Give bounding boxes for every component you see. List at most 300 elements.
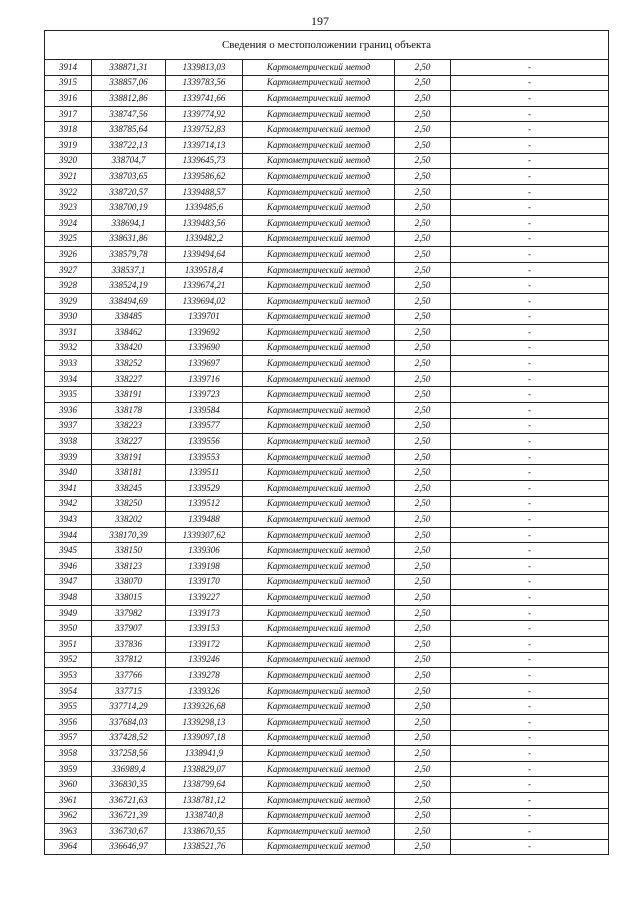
x-coordinate-cell: 337714,29: [92, 699, 166, 715]
y-coordinate-cell: 1339674,21: [166, 278, 243, 294]
description-cell: -: [451, 808, 609, 824]
table-row: [45, 683, 609, 699]
point-number-cell: 3954: [45, 683, 92, 699]
x-coordinate-cell: 338250: [92, 496, 166, 512]
method-cell: Картометрический метод: [243, 481, 395, 497]
table-row: [45, 839, 609, 855]
point-number-cell: 3939: [45, 449, 92, 465]
y-coordinate-cell: 1339692: [166, 325, 243, 341]
table-row: [45, 262, 609, 278]
y-coordinate-cell: 1339246: [166, 652, 243, 668]
point-number-cell: 3929: [45, 293, 92, 309]
description-cell: -: [451, 699, 609, 715]
method-cell: Картометрический метод: [243, 714, 395, 730]
table-row: [45, 824, 609, 840]
y-coordinate-cell: 1339198: [166, 559, 243, 575]
table-row: [45, 231, 609, 247]
table-row: [45, 449, 609, 465]
method-cell: Картометрический метод: [243, 106, 395, 122]
point-number-cell: 3933: [45, 356, 92, 372]
y-coordinate-cell: 1339326: [166, 683, 243, 699]
point-number-cell: 3919: [45, 137, 92, 153]
y-coordinate-cell: 1339278: [166, 668, 243, 684]
method-cell: Картометрический метод: [243, 449, 395, 465]
accuracy-cell: 2,50: [395, 262, 451, 278]
description-cell: -: [451, 574, 609, 590]
table-row: [45, 434, 609, 450]
accuracy-cell: 2,50: [395, 75, 451, 91]
method-cell: Картометрический метод: [243, 60, 395, 76]
method-cell: Картометрический метод: [243, 559, 395, 575]
point-number-cell: 3940: [45, 465, 92, 481]
accuracy-cell: 2,50: [395, 481, 451, 497]
point-number-cell: 3949: [45, 605, 92, 621]
point-number-cell: 3924: [45, 215, 92, 231]
description-cell: -: [451, 293, 609, 309]
description-cell: -: [451, 262, 609, 278]
y-coordinate-cell: 1339307,62: [166, 527, 243, 543]
y-coordinate-cell: 1338941,9: [166, 746, 243, 762]
table-row: [45, 636, 609, 652]
y-coordinate-cell: 1339813,03: [166, 60, 243, 76]
y-coordinate-cell: 1339488,57: [166, 184, 243, 200]
x-coordinate-cell: 337684,03: [92, 714, 166, 730]
y-coordinate-cell: 1339494,64: [166, 247, 243, 263]
x-coordinate-cell: 338747,56: [92, 106, 166, 122]
x-coordinate-cell: 336830,35: [92, 777, 166, 793]
point-number-cell: 3918: [45, 122, 92, 138]
y-coordinate-cell: 1339170: [166, 574, 243, 590]
accuracy-cell: 2,50: [395, 371, 451, 387]
y-coordinate-cell: 1338829,07: [166, 761, 243, 777]
x-coordinate-cell: 336721,39: [92, 808, 166, 824]
accuracy-cell: 2,50: [395, 824, 451, 840]
method-cell: Картометрический метод: [243, 605, 395, 621]
y-coordinate-cell: 1338521,76: [166, 839, 243, 855]
y-coordinate-cell: 1339701: [166, 309, 243, 325]
method-cell: Картометрический метод: [243, 777, 395, 793]
table-row: [45, 418, 609, 434]
method-cell: Картометрический метод: [243, 356, 395, 372]
y-coordinate-cell: 1339153: [166, 621, 243, 637]
accuracy-cell: 2,50: [395, 278, 451, 294]
description-cell: -: [451, 559, 609, 575]
method-cell: Картометрический метод: [243, 668, 395, 684]
description-cell: -: [451, 543, 609, 559]
y-coordinate-cell: 1339774,92: [166, 106, 243, 122]
method-cell: Картометрический метод: [243, 792, 395, 808]
y-coordinate-cell: 1339556: [166, 434, 243, 450]
method-cell: Картометрический метод: [243, 824, 395, 840]
accuracy-cell: 2,50: [395, 714, 451, 730]
method-cell: Картометрический метод: [243, 184, 395, 200]
y-coordinate-cell: 1339511: [166, 465, 243, 481]
point-number-cell: 3917: [45, 106, 92, 122]
accuracy-cell: 2,50: [395, 137, 451, 153]
method-cell: Картометрический метод: [243, 137, 395, 153]
point-number-cell: 3935: [45, 387, 92, 403]
description-cell: -: [451, 153, 609, 169]
description-cell: -: [451, 605, 609, 621]
table-row: [45, 792, 609, 808]
x-coordinate-cell: 338462: [92, 325, 166, 341]
description-cell: -: [451, 824, 609, 840]
method-cell: Картометрический метод: [243, 153, 395, 169]
x-coordinate-cell: 337715: [92, 683, 166, 699]
y-coordinate-cell: 1338781,12: [166, 792, 243, 808]
y-coordinate-cell: 1339577: [166, 418, 243, 434]
y-coordinate-cell: 1339529: [166, 481, 243, 497]
method-cell: Картометрический метод: [243, 309, 395, 325]
point-number-cell: 3950: [45, 621, 92, 637]
method-cell: Картометрический метод: [243, 169, 395, 185]
x-coordinate-cell: 338812,86: [92, 91, 166, 107]
accuracy-cell: 2,50: [395, 60, 451, 76]
accuracy-cell: 2,50: [395, 512, 451, 528]
method-cell: Картометрический метод: [243, 200, 395, 216]
method-cell: Картометрический метод: [243, 418, 395, 434]
x-coordinate-cell: 337812: [92, 652, 166, 668]
description-cell: -: [451, 683, 609, 699]
point-number-cell: 3951: [45, 636, 92, 652]
method-cell: Картометрический метод: [243, 683, 395, 699]
point-number-cell: 3948: [45, 590, 92, 606]
x-coordinate-cell: 338703,65: [92, 169, 166, 185]
accuracy-cell: 2,50: [395, 590, 451, 606]
accuracy-cell: 2,50: [395, 200, 451, 216]
table-row: [45, 543, 609, 559]
x-coordinate-cell: 338485: [92, 309, 166, 325]
point-number-cell: 3960: [45, 777, 92, 793]
x-coordinate-cell: 337982: [92, 605, 166, 621]
x-coordinate-cell: 338150: [92, 543, 166, 559]
table-row: [45, 200, 609, 216]
x-coordinate-cell: 338070: [92, 574, 166, 590]
boundary-coordinates-table: [44, 30, 609, 855]
x-coordinate-cell: 338181: [92, 465, 166, 481]
y-coordinate-cell: 1339584: [166, 403, 243, 419]
y-coordinate-cell: 1339173: [166, 605, 243, 621]
point-number-cell: 3943: [45, 512, 92, 528]
y-coordinate-cell: 1339306: [166, 543, 243, 559]
y-coordinate-cell: 1339716: [166, 371, 243, 387]
accuracy-cell: 2,50: [395, 746, 451, 762]
x-coordinate-cell: 336646,97: [92, 839, 166, 855]
description-cell: -: [451, 340, 609, 356]
description-cell: -: [451, 792, 609, 808]
accuracy-cell: 2,50: [395, 761, 451, 777]
table-row: [45, 60, 609, 76]
point-number-cell: 3958: [45, 746, 92, 762]
method-cell: Картометрический метод: [243, 215, 395, 231]
x-coordinate-cell: 337836: [92, 636, 166, 652]
x-coordinate-cell: 338720,57: [92, 184, 166, 200]
y-coordinate-cell: 1339694,02: [166, 293, 243, 309]
table-row: [45, 278, 609, 294]
point-number-cell: 3945: [45, 543, 92, 559]
y-coordinate-cell: 1338740,8: [166, 808, 243, 824]
y-coordinate-cell: 1339518,4: [166, 262, 243, 278]
description-cell: -: [451, 527, 609, 543]
point-number-cell: 3956: [45, 714, 92, 730]
accuracy-cell: 2,50: [395, 356, 451, 372]
method-cell: Картометрический метод: [243, 652, 395, 668]
description-cell: -: [451, 169, 609, 185]
table-row: [45, 75, 609, 91]
description-cell: -: [451, 652, 609, 668]
accuracy-cell: 2,50: [395, 465, 451, 481]
x-coordinate-cell: 338494,69: [92, 293, 166, 309]
y-coordinate-cell: 1339097,18: [166, 730, 243, 746]
description-cell: -: [451, 496, 609, 512]
point-number-cell: 3963: [45, 824, 92, 840]
x-coordinate-cell: 338202: [92, 512, 166, 528]
table-row: [45, 122, 609, 138]
y-coordinate-cell: 1339752,83: [166, 122, 243, 138]
y-coordinate-cell: 1339783,56: [166, 75, 243, 91]
table-row: [45, 309, 609, 325]
y-coordinate-cell: 1339741,66: [166, 91, 243, 107]
method-cell: Картометрический метод: [243, 340, 395, 356]
page-number: 197: [311, 14, 329, 28]
x-coordinate-cell: 338631,86: [92, 231, 166, 247]
table-row: [45, 714, 609, 730]
method-cell: Картометрический метод: [243, 730, 395, 746]
method-cell: Картометрический метод: [243, 590, 395, 606]
accuracy-cell: 2,50: [395, 293, 451, 309]
description-cell: -: [451, 761, 609, 777]
table-row: [45, 137, 609, 153]
table-row: [45, 465, 609, 481]
accuracy-cell: 2,50: [395, 340, 451, 356]
x-coordinate-cell: 338191: [92, 449, 166, 465]
table-title: Сведения о местоположении границ объекта: [45, 31, 609, 60]
description-cell: -: [451, 325, 609, 341]
method-cell: Картометрический метод: [243, 91, 395, 107]
accuracy-cell: 2,50: [395, 403, 451, 419]
y-coordinate-cell: 1339697: [166, 356, 243, 372]
accuracy-cell: 2,50: [395, 387, 451, 403]
table-row: [45, 184, 609, 200]
table-row: [45, 387, 609, 403]
point-number-cell: 3961: [45, 792, 92, 808]
y-coordinate-cell: 1339512: [166, 496, 243, 512]
method-cell: Картометрический метод: [243, 699, 395, 715]
table-row: [45, 808, 609, 824]
description-cell: -: [451, 215, 609, 231]
description-cell: -: [451, 184, 609, 200]
y-coordinate-cell: 1339645,73: [166, 153, 243, 169]
point-number-cell: 3944: [45, 527, 92, 543]
point-number-cell: 3914: [45, 60, 92, 76]
y-coordinate-cell: 1339482,2: [166, 231, 243, 247]
accuracy-cell: 2,50: [395, 699, 451, 715]
method-cell: Картометрический метод: [243, 527, 395, 543]
description-cell: -: [451, 60, 609, 76]
description-cell: -: [451, 512, 609, 528]
description-cell: -: [451, 137, 609, 153]
description-cell: -: [451, 387, 609, 403]
x-coordinate-cell: 337907: [92, 621, 166, 637]
point-number-cell: 3957: [45, 730, 92, 746]
x-coordinate-cell: 338015: [92, 590, 166, 606]
point-number-cell: 3942: [45, 496, 92, 512]
description-cell: -: [451, 106, 609, 122]
accuracy-cell: 2,50: [395, 683, 451, 699]
y-coordinate-cell: 1339690: [166, 340, 243, 356]
y-coordinate-cell: 1339298,13: [166, 714, 243, 730]
accuracy-cell: 2,50: [395, 215, 451, 231]
method-cell: Картометрический метод: [243, 574, 395, 590]
table-row: [45, 761, 609, 777]
table-row: [45, 91, 609, 107]
point-number-cell: 3938: [45, 434, 92, 450]
table-row: [45, 652, 609, 668]
accuracy-cell: 2,50: [395, 839, 451, 855]
table-row: [45, 371, 609, 387]
method-cell: Картометрический метод: [243, 403, 395, 419]
accuracy-cell: 2,50: [395, 652, 451, 668]
point-number-cell: 3955: [45, 699, 92, 715]
table-row: [45, 325, 609, 341]
accuracy-cell: 2,50: [395, 527, 451, 543]
y-coordinate-cell: 1339723: [166, 387, 243, 403]
point-number-cell: 3927: [45, 262, 92, 278]
x-coordinate-cell: 338252: [92, 356, 166, 372]
method-cell: Картометрический метод: [243, 278, 395, 294]
y-coordinate-cell: 1338799,64: [166, 777, 243, 793]
x-coordinate-cell: 338227: [92, 434, 166, 450]
point-number-cell: 3947: [45, 574, 92, 590]
table-row: [45, 403, 609, 419]
point-number-cell: 3926: [45, 247, 92, 263]
accuracy-cell: 2,50: [395, 559, 451, 575]
x-coordinate-cell: 338785,64: [92, 122, 166, 138]
x-coordinate-cell: 338704,7: [92, 153, 166, 169]
accuracy-cell: 2,50: [395, 636, 451, 652]
x-coordinate-cell: 338722,13: [92, 137, 166, 153]
table-row: [45, 699, 609, 715]
x-coordinate-cell: 338537,1: [92, 262, 166, 278]
table-row: [45, 746, 609, 762]
table-row: [45, 153, 609, 169]
method-cell: Картометрический метод: [243, 75, 395, 91]
table-row: [45, 481, 609, 497]
point-number-cell: 3959: [45, 761, 92, 777]
y-coordinate-cell: 1339326,68: [166, 699, 243, 715]
accuracy-cell: 2,50: [395, 668, 451, 684]
accuracy-cell: 2,50: [395, 621, 451, 637]
description-cell: -: [451, 730, 609, 746]
description-cell: -: [451, 714, 609, 730]
point-number-cell: 3931: [45, 325, 92, 341]
method-cell: Картометрический метод: [243, 293, 395, 309]
x-coordinate-cell: 338245: [92, 481, 166, 497]
method-cell: Картометрический метод: [243, 387, 395, 403]
table-row: [45, 621, 609, 637]
x-coordinate-cell: 338191: [92, 387, 166, 403]
point-number-cell: 3920: [45, 153, 92, 169]
method-cell: Картометрический метод: [243, 761, 395, 777]
accuracy-cell: 2,50: [395, 777, 451, 793]
point-number-cell: 3937: [45, 418, 92, 434]
description-cell: -: [451, 434, 609, 450]
description-cell: -: [451, 590, 609, 606]
point-number-cell: 3923: [45, 200, 92, 216]
method-cell: Картометрический метод: [243, 465, 395, 481]
point-number-cell: 3953: [45, 668, 92, 684]
point-number-cell: 3925: [45, 231, 92, 247]
y-coordinate-cell: 1339483,56: [166, 215, 243, 231]
x-coordinate-cell: 338223: [92, 418, 166, 434]
method-cell: Картометрический метод: [243, 262, 395, 278]
x-coordinate-cell: 338700,19: [92, 200, 166, 216]
x-coordinate-cell: 338524,19: [92, 278, 166, 294]
description-cell: -: [451, 668, 609, 684]
accuracy-cell: 2,50: [395, 247, 451, 263]
x-coordinate-cell: 338123: [92, 559, 166, 575]
x-coordinate-cell: 338170,39: [92, 527, 166, 543]
accuracy-cell: 2,50: [395, 169, 451, 185]
table-row: [45, 496, 609, 512]
accuracy-cell: 2,50: [395, 730, 451, 746]
table-row: [45, 527, 609, 543]
y-coordinate-cell: 1339553: [166, 449, 243, 465]
accuracy-cell: 2,50: [395, 91, 451, 107]
method-cell: Картометрический метод: [243, 247, 395, 263]
point-number-cell: 3915: [45, 75, 92, 91]
method-cell: Картометрический метод: [243, 231, 395, 247]
description-cell: -: [451, 309, 609, 325]
method-cell: Картометрический метод: [243, 434, 395, 450]
description-cell: -: [451, 356, 609, 372]
accuracy-cell: 2,50: [395, 574, 451, 590]
description-cell: -: [451, 418, 609, 434]
description-cell: -: [451, 371, 609, 387]
accuracy-cell: 2,50: [395, 434, 451, 450]
point-number-cell: 3928: [45, 278, 92, 294]
table-row: [45, 215, 609, 231]
point-number-cell: 3941: [45, 481, 92, 497]
description-cell: -: [451, 247, 609, 263]
method-cell: Картометрический метод: [243, 839, 395, 855]
table-row: [45, 559, 609, 575]
point-number-cell: 3922: [45, 184, 92, 200]
point-number-cell: 3932: [45, 340, 92, 356]
y-coordinate-cell: 1339586,62: [166, 169, 243, 185]
point-number-cell: 3916: [45, 91, 92, 107]
description-cell: -: [451, 481, 609, 497]
x-coordinate-cell: 338227: [92, 371, 166, 387]
x-coordinate-cell: 338694,1: [92, 215, 166, 231]
y-coordinate-cell: 1338670,55: [166, 824, 243, 840]
table-row: [45, 293, 609, 309]
accuracy-cell: 2,50: [395, 449, 451, 465]
accuracy-cell: 2,50: [395, 325, 451, 341]
table-row: [45, 605, 609, 621]
description-cell: -: [451, 621, 609, 637]
description-cell: -: [451, 231, 609, 247]
description-cell: -: [451, 122, 609, 138]
method-cell: Картометрический метод: [243, 122, 395, 138]
description-cell: -: [451, 746, 609, 762]
x-coordinate-cell: 337428,52: [92, 730, 166, 746]
table-row: [45, 777, 609, 793]
table-row: [45, 169, 609, 185]
point-number-cell: 3930: [45, 309, 92, 325]
x-coordinate-cell: 338857,06: [92, 75, 166, 91]
x-coordinate-cell: 338178: [92, 403, 166, 419]
